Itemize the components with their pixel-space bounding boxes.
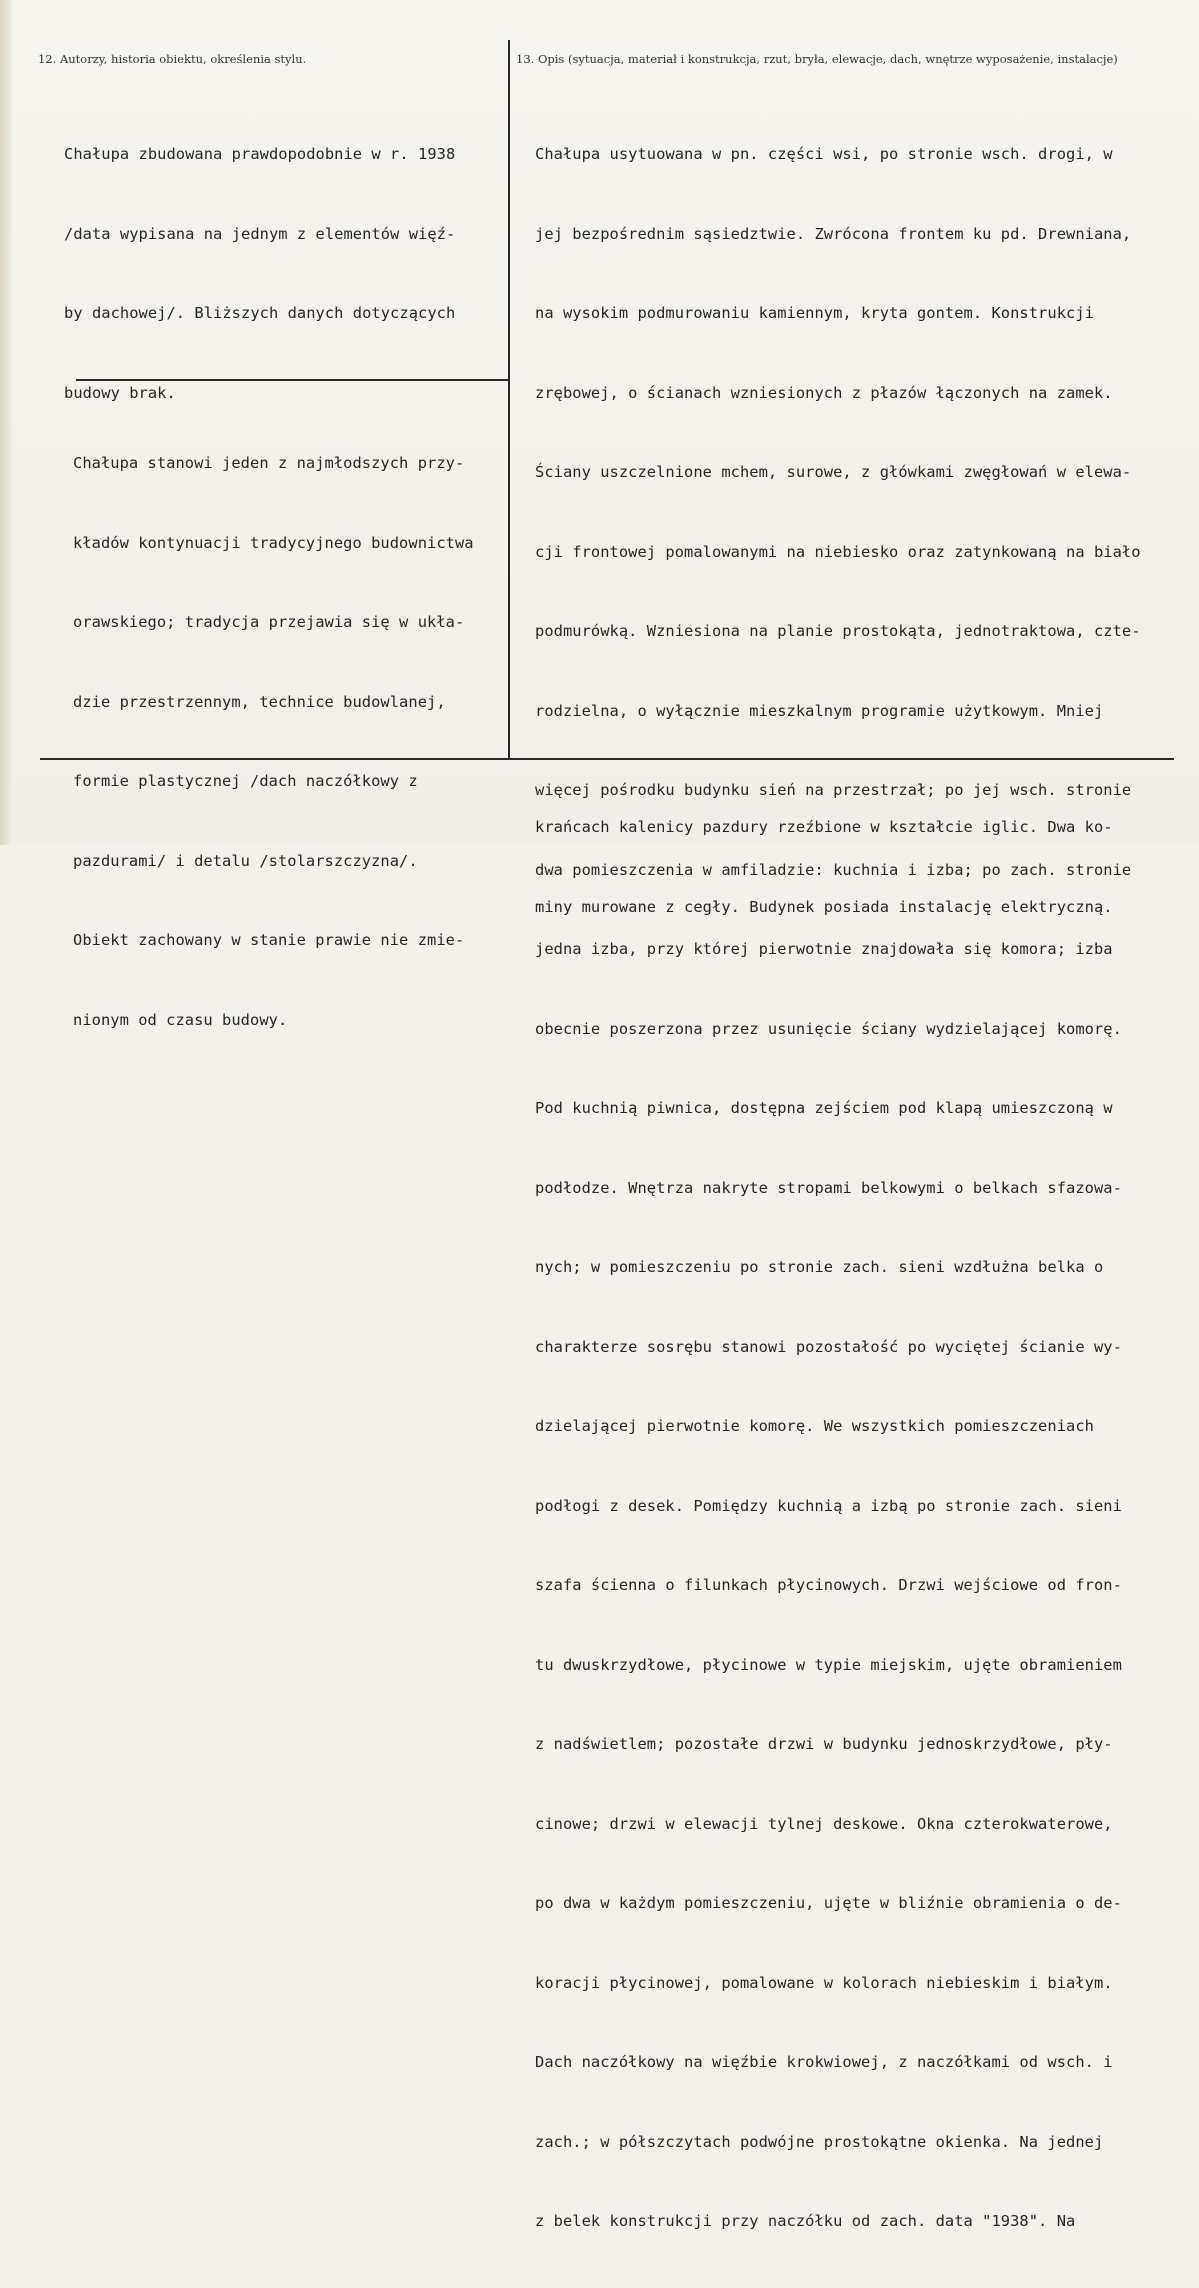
text-line: dzie przestrzennym, technice budowlanej, — [73, 692, 446, 711]
text-line: cinowe; drzwi w elewacji tylnej deskowe. Okna czterokwaterowe, — [535, 1814, 1113, 1833]
text-line: pazdurami/ i detalu /stolarszczyzna/. — [73, 851, 418, 870]
section-13-header: 13. Opis (sytuacja, materiał i konstrukcja, rzut, bryła, elewacje, dach, wnętrze wyposażenie, instalacje) — [516, 52, 1118, 66]
text-line: nionym od czasu budowy. — [73, 1010, 288, 1029]
text-line: podłogi z desek. Pomiędzy kuchnią a izbą po stronie zach. sieni — [535, 1496, 1122, 1515]
text-line: podmurówką. Wzniesiona na planie prostokąta, jednotraktowa, czte- — [535, 622, 1141, 640]
text-line: po dwa w każdym pomieszczeniu, ujęte w bliźnie obramienia o de- — [535, 1894, 1122, 1912]
text-line: z nadświetlem; pozostałe drzwi w budynku jednoskrzydłowe, pły- — [535, 1735, 1113, 1753]
column-divider — [508, 40, 510, 760]
text-line: kładów kontynuacji tradycyjnego budownictwa — [73, 533, 474, 552]
text-line: charakterze sosrębu stanowi pozostałość po wyciętej ścianie wy- — [535, 1337, 1122, 1356]
text-line: zach.; w półszczytach podwójne prostokątne okienka. Na jednej — [535, 2132, 1104, 2151]
text-line: więcej pośrodku budynku sień na przestrzał; po jej wsch. stronie — [535, 781, 1132, 799]
text-line: cji frontowej pomalowanymi na niebiesko oraz zatynkowaną na biało — [535, 542, 1141, 561]
text-line: obecnie poszerzona przez usunięcie ściany wydzielającej komorę. — [535, 1019, 1122, 1038]
text-line: nych; w pomieszczeniu po stronie zach. sieni wzdłużna belka o — [535, 1258, 1104, 1276]
text-line: jej bezpośrednim sąsiedztwie. Zwrócona frontem ku pd. Drewniana, — [535, 224, 1132, 243]
text-line: dzielającej pierwotnie komorę. We wszystkich pomieszczeniach — [535, 1417, 1094, 1435]
text-line: Ściany uszczelnione mchem, surowe, z główkami zwęgłowań w elewa- — [535, 463, 1132, 481]
text-line: rodzielna, o wyłącznie mieszkalnym programie użytkowym. Mniej — [535, 701, 1104, 720]
text-line: podłodze. Wnętrza nakryte stropami belkowymi o belkach sfazowa- — [535, 1178, 1122, 1197]
text-line: orawskiego; tradycja przejawia się w ukła- — [73, 613, 465, 631]
text-line: zrębowej, o ścianach wzniesionych z płazów łączonych na zamek. — [535, 383, 1113, 402]
text-line: by dachowej/. Bliższych danych dotyczących — [64, 304, 456, 322]
text-line: koracji płycinowej, pomalowane w kolorach niebieskim i białym. — [535, 1973, 1113, 1992]
text-line: tu dwuskrzydłowe, płycinowe w typie miejskim, ujęte obramieniem — [535, 1655, 1122, 1674]
text-line: dwa pomieszczenia w amfiladzie: kuchnia i izba; po zach. stronie — [535, 860, 1132, 879]
text-line: na wysokim podmurowaniu kamiennym, kryta gontem. Konstrukcji — [535, 304, 1094, 322]
text-line: budowy brak. — [64, 383, 176, 402]
section-12-header: 12. Autorzy, historia obiektu, określenia stylu. — [38, 52, 307, 66]
text-line: szafa ścienna o filunkach płycinowych. Drzwi wejściowe od fron- — [535, 1576, 1122, 1594]
text-line: jedna izba, przy której pierwotnie znajdowała się komora; izba — [535, 940, 1113, 958]
text-line: krańcach kalenicy pazdury rzeźbione w kształcie iglic. Dwa ko- — [535, 818, 1113, 836]
text-line: z belek konstrukcji przy naczółku od zach. data "1938". Na — [535, 2212, 1076, 2230]
text-line: Dach naczółkowy na więźbie krokwiowej, z naczółkami od wsch. i — [535, 2053, 1113, 2071]
text-line: Chałupa zbudowana prawdopodobnie w r. 1938 — [64, 145, 456, 163]
text-line: /data wypisana na jednym z elementów więź- — [64, 224, 456, 243]
text-line: Chałupa usytuowana w pn. części wsi, po stronie wsch. drogi, w — [535, 145, 1113, 163]
text-line: Obiekt zachowany w stanie prawie nie zmie- — [73, 931, 465, 949]
text-line: miny murowane z cegły. Budynek posiada instalację elektryczną. — [535, 897, 1113, 916]
page-edge-shadow — [0, 0, 12, 845]
text-line: formie plastycznej /dach naczółkowy z — [73, 772, 418, 790]
text-line: Pod kuchnią piwnica, dostępna zejściem pod klapą umieszczoną w — [535, 1099, 1113, 1117]
text-line: Chałupa stanowi jeden z najmłodszych przy- — [73, 454, 465, 472]
building-description-text — [535, 88, 1141, 2288]
building-description-continued — [535, 761, 1113, 973]
style-evaluation-text — [73, 397, 474, 1086]
